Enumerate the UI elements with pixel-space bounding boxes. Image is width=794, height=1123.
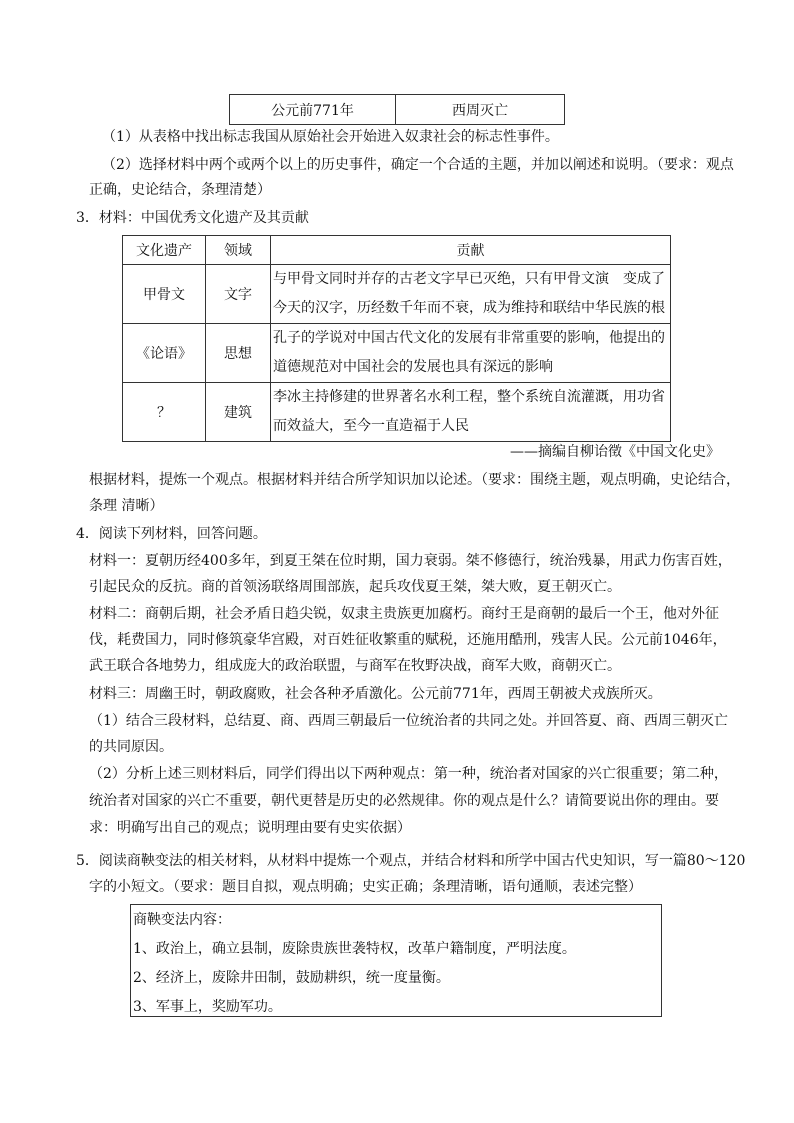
- source-citation: ——摘编自柳诒徵《中国文化史》: [510, 444, 720, 460]
- heritage-table: [122, 235, 671, 442]
- material-text: 材料三：周幽王时，朝政腐败，社会各种矛盾激化。公元前771年，西周王朝被犬戎族所灭。: [89, 686, 662, 702]
- material-text: 材料二：商朝后期，社会矛盾日趋尖锐，奴隶主贵族更加腐朽。商纣王是商朝的最后一个王，他对外征: [89, 606, 719, 622]
- table-row: [123, 383, 671, 442]
- top-table-cell: 公元前771年: [230, 95, 396, 125]
- question-text: （1）从表格中找出标志我国从原始社会开始进入奴隶社会的标志性事件。: [102, 129, 559, 145]
- question-heading: 3．材料：中国优秀文化遗产及其贡献: [76, 210, 309, 226]
- question-text: 正确，史论结合，条理清楚）: [89, 182, 271, 198]
- question-text: 条理 清晰）: [89, 498, 164, 514]
- table-header: 贡献: [271, 236, 671, 265]
- top-table: [229, 94, 565, 125]
- table-cell: 建筑: [206, 383, 271, 442]
- question-text: 字的小短文。（要求：题目自拟，观点明确；史实正确；条理清晰，语句通顺，表述完整）: [89, 879, 642, 895]
- material-text: 伐，耗费国力，同时修筑豪华宫殿，对百姓征收繁重的赋税，还施用酷刑，残害人民。公元前1046年，: [89, 632, 727, 648]
- question-text: 根据材料，提炼一个观点。根据材料并结合所学知识加以论述。（要求：围绕主题，观点明确，史论结合，: [89, 472, 740, 488]
- question-heading: 5．阅读商鞅变法的相关材料，从材料中提炼一个观点，并结合材料和所学中国古代史知识，写一篇80～120: [76, 853, 746, 869]
- question-text: （1）结合三段材料，总结夏、商、西周三朝最后一位统治者的共同之处。并回答夏、商、西周三朝灭亡: [89, 713, 728, 729]
- question-text: 的共同原因。: [89, 739, 173, 755]
- material-text: 引起民众的反抗。商的首领汤联络周围部族，起兵攻伐夏王桀，桀大败，夏王朝灭亡。: [89, 579, 621, 595]
- table-row: [123, 265, 671, 324]
- contrib-line: 李冰主持修建的世界著名水利工程，整个系统自流灌溉，用功省: [273, 389, 665, 405]
- table-header: 领域: [206, 236, 271, 265]
- contrib-line: 道德规范对中国社会的发展也具有深远的影响: [273, 359, 553, 375]
- table-cell: ？: [123, 383, 206, 442]
- list-item: 3、军事上，奖励军功。: [133, 999, 282, 1015]
- question-heading: 4．阅读下列材料，回答问题。: [76, 526, 267, 542]
- table-cell: 文字: [206, 265, 271, 324]
- question-text: （2）选择材料中两个或两个以上的历史事件，确定一个合适的主题，并加以阐述和说明。（要求：观点: [102, 157, 734, 173]
- contrib-line: 今天的汉字，历经数千年而不衰，成为维持和联结中华民族的根: [273, 300, 665, 316]
- contrib-line: 与甲骨文同时并存的古老文字早已灭绝，只有甲骨文演 变成了: [273, 271, 665, 287]
- table-header: 文化遗产: [123, 236, 206, 265]
- question-text: （2）分析上述三则材料后，同学们得出以下两种观点：第一种，统治者对国家的兴亡很重要；第二种，: [89, 766, 728, 782]
- material-text: 武王联合各地势力，组成庞大的政治联盟，与商军在牧野决战，商军大败，商朝灭亡。: [89, 658, 621, 674]
- table-cell: 思想: [206, 324, 271, 383]
- box-title: 商鞅变法内容：: [133, 912, 231, 928]
- table-cell: 甲骨文: [123, 265, 206, 324]
- question-text: 求：明确写出自己的观点；说明理由要有史实依据）: [89, 820, 411, 836]
- list-item: 2、经济上，废除井田制，鼓励耕织，统一度量衡。: [133, 970, 450, 986]
- contrib-line: 而效益大，至今一直造福于人民: [273, 418, 469, 434]
- table-cell: 《论语》: [123, 324, 206, 383]
- top-table-cell: 西周灭亡: [396, 95, 565, 125]
- table-row: [123, 324, 671, 383]
- contrib-line: 孔子的学说对中国古代文化的发展有非常重要的影响，他提出的: [273, 330, 665, 346]
- table-cell: [271, 324, 671, 383]
- table-cell: [271, 383, 671, 442]
- question-text: 统治者对国家的兴亡不重要，朝代更替是历史的必然规律。你的观点是什么？请简要说出你的理由。要: [89, 793, 719, 809]
- table-cell: [271, 265, 671, 324]
- list-item: 1、政治上，确立县制，废除贵族世袭特权，改革户籍制度，严明法度。: [133, 941, 576, 957]
- material-text: 材料一：夏朝历经400多年，到夏王桀在位时期，国力衰弱。桀不修德行，统治残暴，用武力伤害百姓，: [89, 553, 732, 569]
- reform-content-box: [130, 904, 662, 1017]
